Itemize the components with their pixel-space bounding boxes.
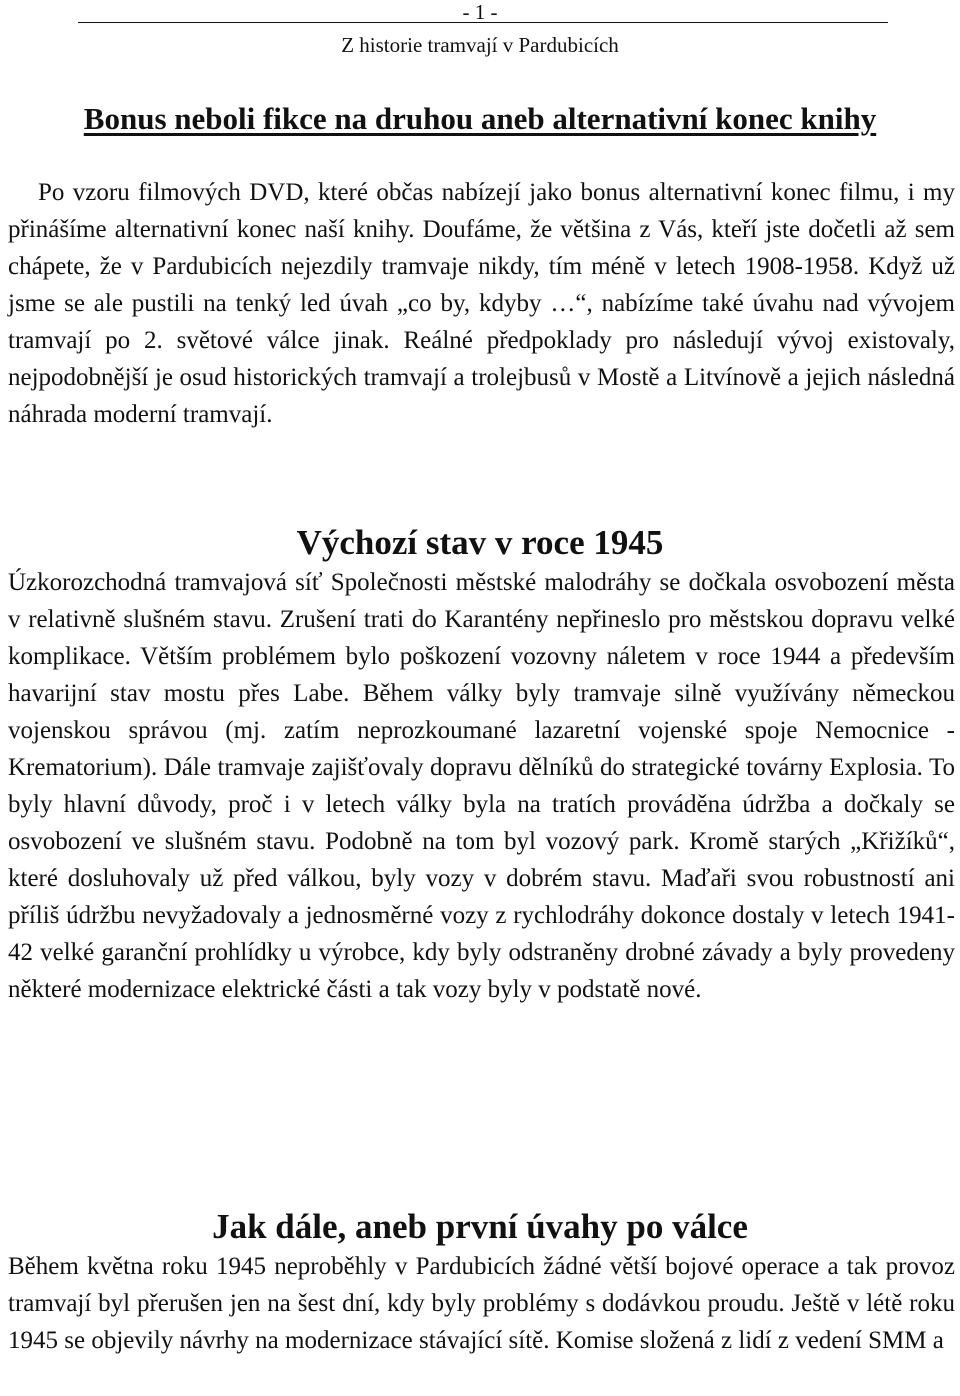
header-rule [78, 22, 888, 23]
document-title: Bonus neboli fikce na druhou aneb alternativní konec knihy [83, 101, 877, 136]
section-heading-vychozi-stav: Výchozí stav v roce 1945 [296, 523, 664, 562]
section-paragraph-vychozi-stav: Úzkorozchodná tramvajová síť Společnosti městské malodráhy se dočkala osvobození města v relativně slušném stavu. Zrušení trati do Karantény nepřineslo pro městskou dopravu velké komplikace. Větším problémem bylo poškození vozovny náletem v roce 1944 a především havarijní stav mostu přes Labe. Během války byly tramvaje silně využívány německou vojenskou správou (mj. zatím neprozkoumané lazaretní vojenské spoje Nemocnice - Krematorium). Dále tramvaje zajišťovaly dopravu dělníků do strategické továrny Explosia. To byly hlavní důvody, proč i v letech války byla na tratích prováděna údržba a dočkaly se osvobození ve slušném stavu. Podobně na tom byl vozový park. Kromě starých „Křižíků“, které dosluhovaly už před válkou, byly vozy v dobrém stavu. Maďaři svou robustností ani příliš údržbu nevyžadovaly a jednosměrné vozy z rychlodráhy dokonce dostaly v letech 1941-42 velké garanční prohlídky u výrobce, kdy byly odstraněny drobné závady a byly provedeny některé modernizace elektrické části a tak vozy byly v podstatě nové. [8, 569, 955, 1003]
section-paragraph-jak-dale: Během května roku 1945 neproběhly v Pardubicích žádné větší bojové operace a tak provoz tramvají byl přerušen jen na šest dní, kdy byly problémy s dodávkou proudu. Ještě v létě roku 1945 se objevily návrhy na modernizace stávající sítě. Komise složená z lidí z vedení SMM a [8, 1253, 955, 1354]
intro-paragraph: Po vzoru filmových DVD, které občas nabízejí jako bonus alternativní konec filmu, i my přinášíme alternativní konec naší knihy. Doufáme, že většina z Vás, kteří jste dočetli až sem chápete, že v Pardubicích nejezdily tramvaje nikdy, tím méně v letech 1908-1958. Když už jsme se ale pustili na tenký led úvah „co by, kdyby …“, nabízíme také úvahu nad vývojem tramvají po 2. světové válce jinak. Reálné předpoklady pro následují vývoj existovaly, nejpodobnější je osud historických tramvají a trolejbusů v Mostě a Litvínově a jejich následná náhrada moderní tramvají. [8, 179, 955, 428]
running-title: Z historie tramvají v Pardubicích [341, 33, 619, 57]
page-number: - 1 - [462, 0, 498, 24]
section-heading-jak-dale: Jak dále, aneb první úvahy po válce [212, 1207, 748, 1246]
